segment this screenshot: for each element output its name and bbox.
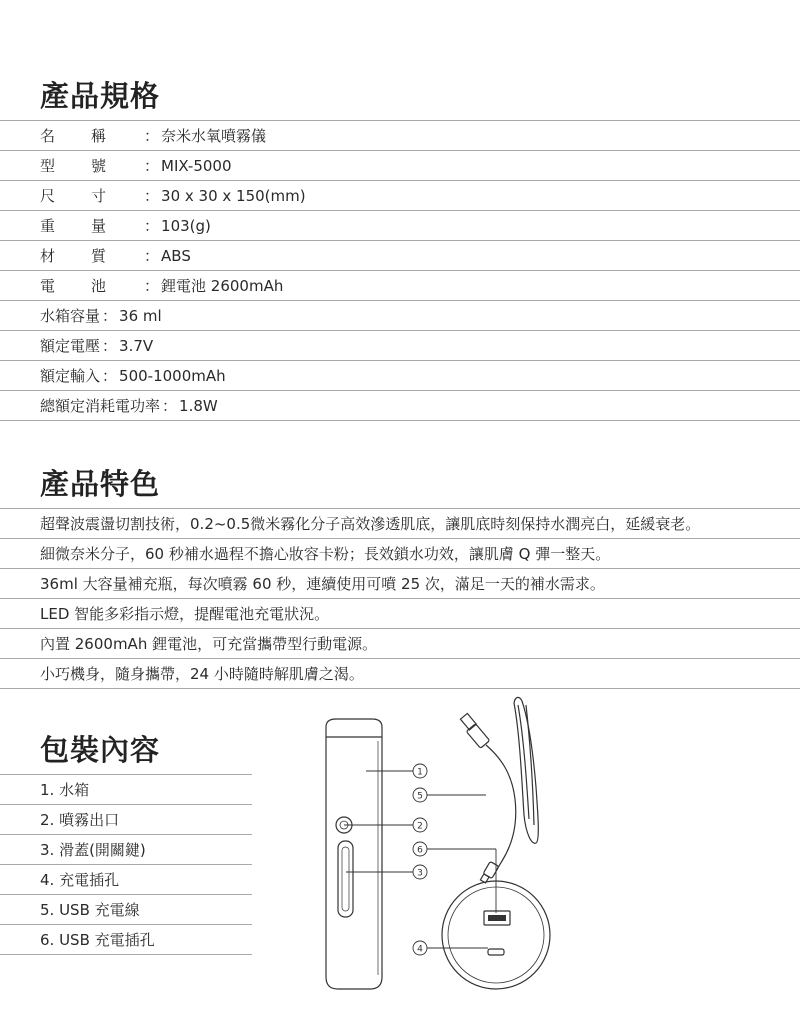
feature-item: LED 智能多彩指示燈，提醒電池充電狀況。 xyxy=(0,598,800,628)
spec-label: 總額定消耗電功率 xyxy=(40,397,161,415)
spec-value: ABS xyxy=(161,247,191,265)
spec-row-size: 尺寸 ： 30 x 30 x 150(mm) xyxy=(0,180,800,210)
package-item: 6. USB 充電插孔 xyxy=(0,924,252,955)
spec-row-voltage: 額定電壓 ： 3.7V xyxy=(0,330,800,360)
spec-value: 鋰電池 2600mAh xyxy=(161,277,284,295)
feature-item: 小巧機身，隨身攜帶，24 小時隨時解肌膚之渴。 xyxy=(0,658,800,689)
package-list xyxy=(0,774,252,955)
spec-value: 3.7V xyxy=(119,337,154,355)
callout-2: 2 xyxy=(417,821,423,832)
callout-5: 5 xyxy=(417,791,423,802)
package-item: 1. 水箱 xyxy=(0,774,252,804)
spec-row-tank: 水箱容量 ： 36 ml xyxy=(0,300,800,330)
callout-4: 4 xyxy=(417,944,423,955)
package-item: 4. 充電插孔 xyxy=(0,864,252,894)
spec-value: 奈米水氧噴霧儀 xyxy=(161,127,267,145)
spec-list xyxy=(0,120,800,421)
mist-sprayer-illustration xyxy=(326,719,382,989)
spec-value: MIX-5000 xyxy=(161,157,232,175)
spec-row-weight: 重量 ： 103(g) xyxy=(0,210,800,240)
package-title: 包裝內容 xyxy=(40,733,161,767)
package-item: 5. USB 充電線 xyxy=(0,894,252,924)
spec-value: 1.8W xyxy=(179,397,218,415)
spec-label: 額定電壓 xyxy=(40,337,101,355)
spec-label: 水箱容量 xyxy=(40,307,101,325)
spec-value: 103(g) xyxy=(161,217,211,235)
specs-title: 產品規格 xyxy=(40,79,161,113)
feature-item: 內置 2600mAh 鋰電池，可充當攜帶型行動電源。 xyxy=(0,628,800,658)
spec-value: 30 x 30 x 150(mm) xyxy=(161,187,306,205)
callout-3: 3 xyxy=(417,868,423,879)
spec-row-input: 額定輸入 ： 500-1000mAh xyxy=(0,360,800,390)
spec-row-model: 型號 ： MIX-5000 xyxy=(0,150,800,180)
charge-port-icon xyxy=(488,949,504,955)
spec-row-name: 名稱 ： 奈米水氧噴霧儀 xyxy=(0,120,800,150)
callout-6: 6 xyxy=(417,845,423,856)
spec-row-battery: 電池 ： 鋰電池 2600mAh xyxy=(0,270,800,300)
spec-label: 尺寸 xyxy=(40,187,143,205)
spec-row-power: 總額定消耗電功率 ： 1.8W xyxy=(0,390,800,421)
product-diagram xyxy=(300,695,570,995)
feature-item: 超聲波震盪切割技術，0.2~0.5微米霧化分子高效滲透肌底，讓肌底時刻保持水潤亮白，延緩衰老。 xyxy=(0,508,800,538)
spec-label: 重量 xyxy=(40,217,143,235)
package-item: 2. 噴霧出口 xyxy=(0,804,252,834)
spec-label: 額定輸入 xyxy=(40,367,101,385)
spec-value: 500-1000mAh xyxy=(119,367,226,385)
usb-cable-illustration xyxy=(460,697,538,883)
features-title: 產品特色 xyxy=(40,467,161,501)
spec-row-material: 材質 ： ABS xyxy=(0,240,800,270)
spec-label: 材質 xyxy=(40,247,143,265)
package-item: 3. 滑蓋(開關鍵) xyxy=(0,834,252,864)
slide-switch-icon xyxy=(338,841,353,917)
spec-label: 型號 xyxy=(40,157,143,175)
feature-item: 36ml 大容量補充瓶，每次噴霧 60 秒，連續使用可噴 25 次，滿足一天的補水需求。 xyxy=(0,568,800,598)
callout-1: 1 xyxy=(417,767,423,778)
feature-list xyxy=(0,508,800,689)
spec-value: 36 ml xyxy=(119,307,162,325)
spec-label: 名稱 xyxy=(40,127,143,145)
spec-label: 電池 xyxy=(40,277,143,295)
feature-item: 細微奈米分子，60 秒補水過程不擔心妝容卡粉；長效鎖水功效，讓肌膚 Q 彈一整天。 xyxy=(0,538,800,568)
